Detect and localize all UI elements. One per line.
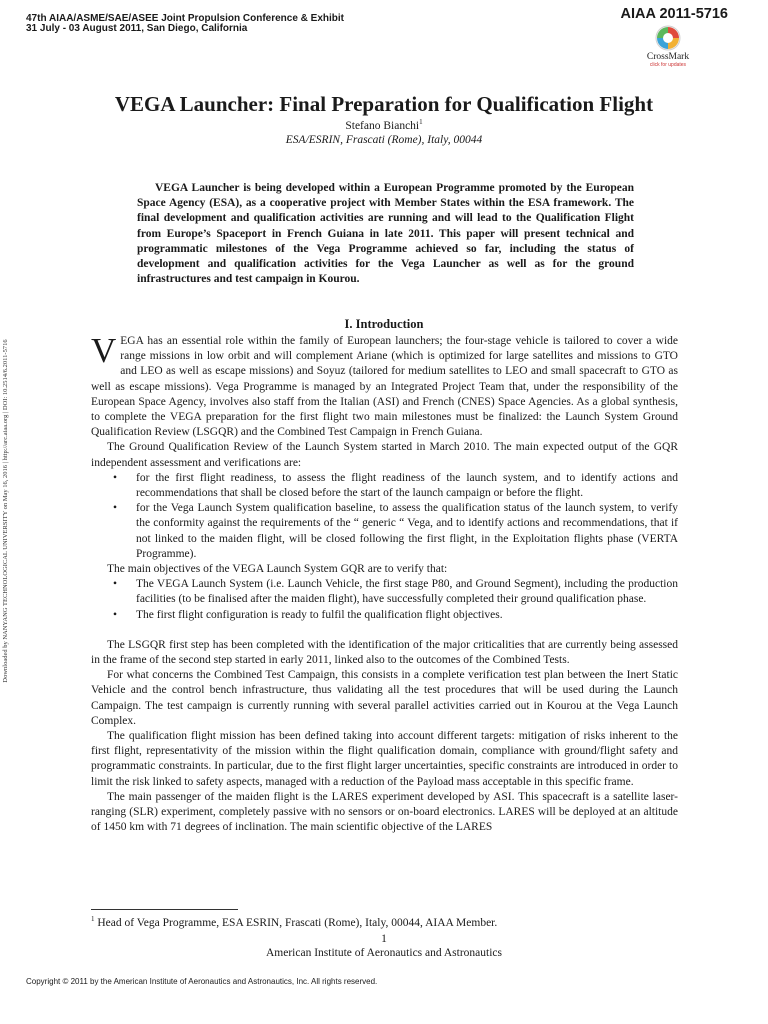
footnote-mark: 1 [91,915,95,923]
list-item: • for the first flight readiness, to assess the flight readiness of the launch system, and to identify actions and recommendations that shall be closed before the start of the launch campaign or before the flight. [136,471,678,501]
conference-dates: 31 July - 03 August 2011, San Diego, California [26,23,248,34]
conference-name: 47th AIAA/ASME/SAE/ASEE Joint Propulsion Conference & Exhibit [26,13,345,24]
footnote-divider [91,909,238,910]
paper-id: AIAA 2011-5716 [620,6,728,22]
author [0,118,768,132]
author-name: Stefano Bianchi [345,119,420,132]
footnote [91,915,497,929]
crossmark-caption: click for updates [649,62,687,68]
download-stamp [2,272,10,750]
publisher: American Institute of Aeronautics and Astronautics [265,947,502,959]
list-item: • The first flight configuration is ready to fulfil the qualification flight objectives. [136,608,678,623]
abstract: VEGA Launcher is being developed within a European Programme promoted by the European Space Agency (ESA), as a cooperative project with Member States within the ESA framework. The final development and qualification activities are running and will lead to the Qualification Flight from Europe’s Spaceport in French Guiana in late 2011. This paper will present technical and programmatic milestones of the Vega Programme achieved so far, including the status of development and qualification activities for the Vega Launcher as well as for the ground infrastructures and test campaign in Kourou. [137,182,634,286]
paragraph: For what concerns the Combined Test Campaign, this consists in a complete verification test plan between the Inert Static Vehicle and the control bench infrastructure, thus validating all the test procedures that will be used during the Launch Campaign. The test campaign is currently running with several parallel activities carried out in Kourou at the Vega Launch Complex. [91,669,678,727]
paragraph-text: EGA has an essential role within the family of European launchers; the four-stage vehicle is tailored to cover a wide range missions in low orbit and will complement Ariane (which is optimized for large satellites and missions to GTO and LEO as well as escape missions) and Soyuz (tailored for medium satellites to LEO and small spacecraft to GTO as well as escape missions). Vega Programme is managed by an Integrated Project Team that, under the responsibility of the European Space Agency, involves also staff from the Italian (ASI) and French (CNES) Space Agencies. As a global synthesis, to complete the VEGA preparation for the first flight two main milestones must be finalized: the Launch System Ground Qualification Review (LSGQR) and the Combined Test Campaign in French Guiana. [91,335,678,439]
page-number: 1 [381,933,387,945]
paragraph [91,331,678,440]
section-heading: I. Introduction [344,317,424,331]
copyright: Copyright © 2011 by the American Institute of Aeronautics and Astronautics, Inc. All rights reserved. [26,977,378,986]
list-item: • The VEGA Launch System (i.e. Launch Vehicle, the first stage P80, and Ground Segment), including the production facilities (to be finalised after the maiden flight), have successfully completed their ground qualification phase. [136,577,678,607]
paper-title: VEGA Launcher: Final Preparation for Qualification Flight [114,92,654,116]
paragraph: The main objectives of the VEGA Launch System GQR are to verify that: [107,563,448,576]
bullet-list [91,471,678,562]
crossmark-badge[interactable] [636,24,700,70]
author-affiliation: ESA/ESRIN, Frascati (Rome), Italy, 00044 [285,134,483,146]
paragraph: The Ground Qualification Review of the Launch System started in March 2010. The main expected output of the GQR independent assessment and verifications are: [91,441,678,469]
paragraph: The qualification flight mission has been defined taking into account different targets: mitigation of risks inherent to the first flight, representativity of the mission within the flight qualification domain, compliance with ground/flight safety and programmatic constraints. In particular, due to the first flight larger uncertainties, specific constraints are introduced in order to limit the risk linked to safety aspects, managed with a reduction of the Payload mass acceptable in this specific frame. [91,730,678,788]
list-item: • for the Vega Launch System qualification baseline, to assess the qualification status of the launch system, to verify the conformity against the requirements of the “ generic “ Vega, and to identify actions and recommendations, that if not linked to the maiden flight, will be closed following the first flight, in the Exploitation flights phase (VERTA Programme). [136,501,678,562]
author-footnote-mark: 1 [419,118,423,126]
bullet-list [91,577,678,623]
crossmark-label: CrossMark [646,52,690,62]
drop-cap: V [91,331,117,370]
footnote-text: Head of Vega Programme, ESA ESRIN, Frascati (Rome), Italy, 00044, AIAA Member. [94,916,498,929]
paragraph: The main passenger of the maiden flight is the LARES experiment developed by ASI. This spacecraft is a satellite laser-ranging (SLR) experiment, completely passive with no sensors or on-board electronics. LARES will be deployed at an altitude of 1450 km with 71 degrees of inclination. The main scientific objective of the LARES [91,790,678,834]
download-stamp-text: Downloaded by NANYANG TECHNOLOGICAL UNIVERSITY on May 16, 2016 | http://arc.aiaa.org | DOI: 10.2514/6.2011-5716 [2,339,9,683]
body-text [91,331,678,836]
paragraph: The LSGQR first step has been completed with the identification of the major criticalities that are currently being assessed in the frame of the second step started in early 2011, linked also to the outcomes of the Combined Tests. [91,638,678,667]
crossmark-icon [636,24,700,54]
